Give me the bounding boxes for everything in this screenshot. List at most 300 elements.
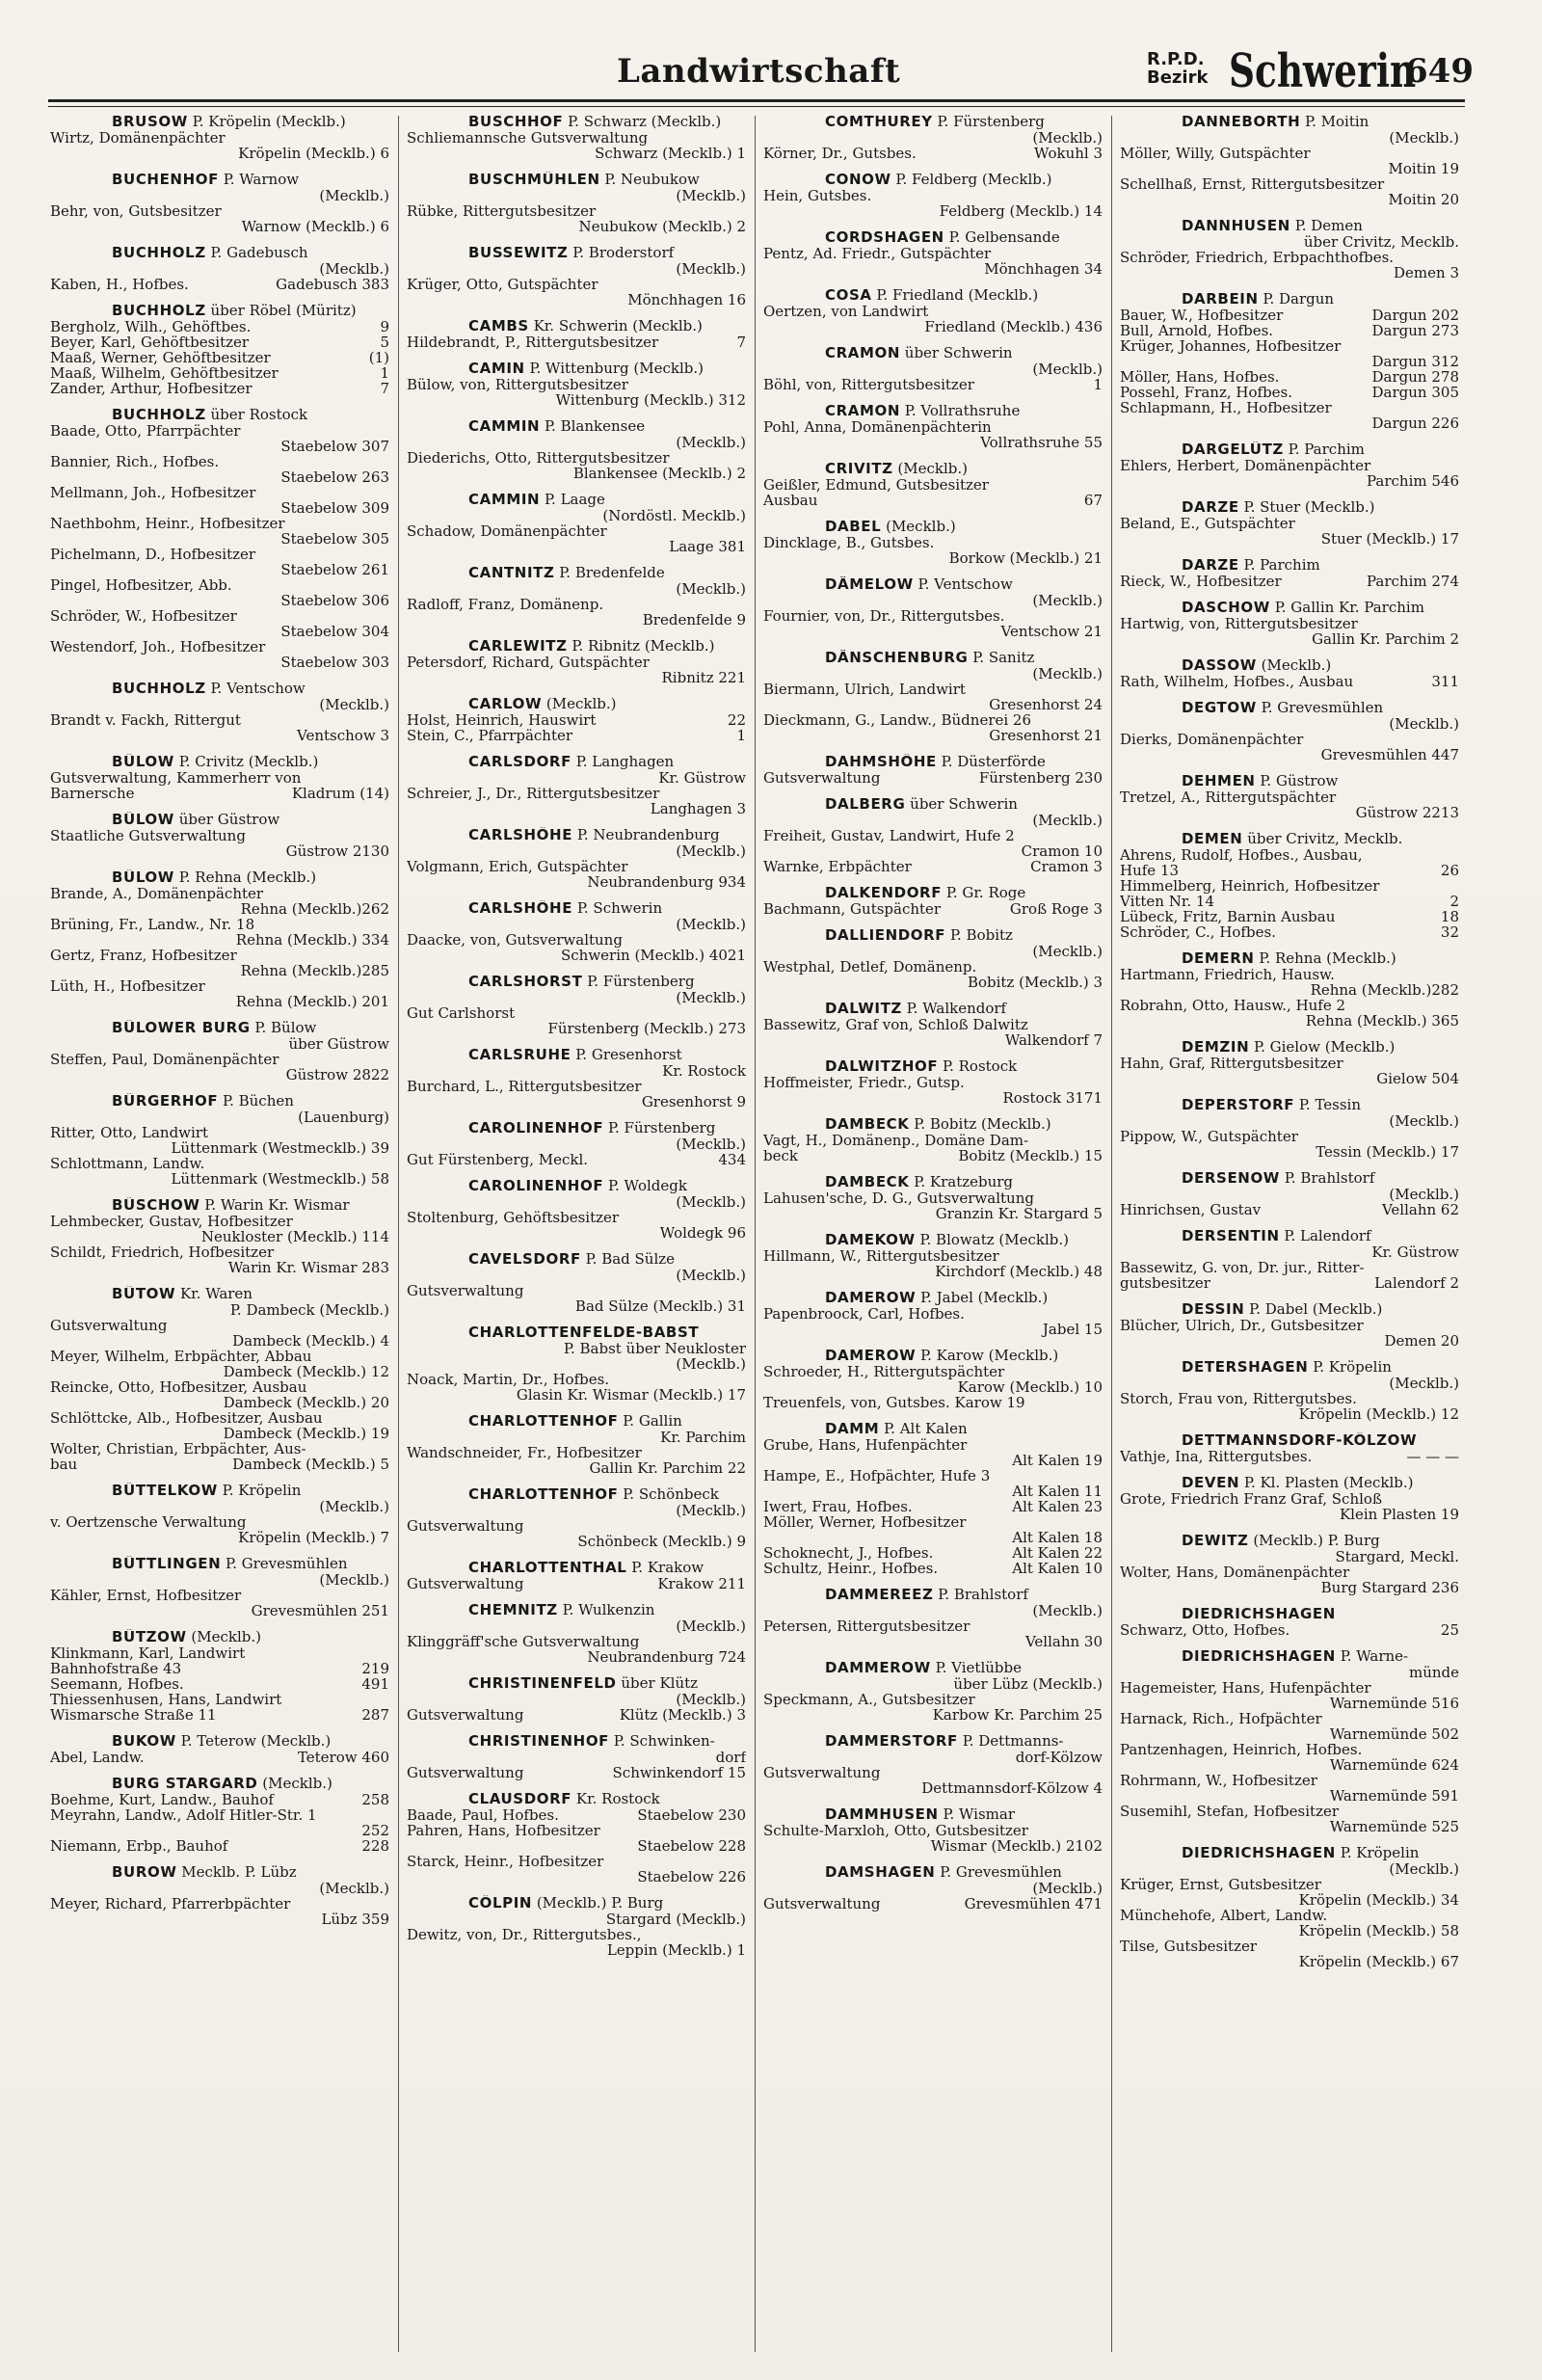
listing-name: Hinrichsen, Gustav [1120,1202,1262,1217]
place-name: CRIVITZ [825,461,893,477]
place-name: CAROLINENHOF [468,1120,604,1137]
place-name: CAMBS [468,318,529,334]
place-heading [763,403,1103,419]
place-postal-info: P. Tessin [1298,1097,1362,1113]
directory-entry [763,1001,1103,1048]
directory-entry [763,1348,1103,1410]
listing-phone: 67 [1083,493,1103,508]
listing-name-line: Gutsverwaltung [763,1765,881,1780]
place-heading [50,869,389,886]
place-name: BÜLOW [112,812,174,828]
listing-name-line: Petersen, Rittergutsbesitzer [763,1618,970,1634]
place-heading [763,1733,1103,1750]
listing-phone-line: Güstrow 2822 [285,1067,389,1083]
place-postal-info: über Röbel (Müritz) [210,303,357,319]
listing-name-line: Schellhaß, Ernst, Rittergutsbesitzer [1120,176,1385,192]
place-postal-info: P. Grevesmühlen [1261,700,1384,716]
listing-name-line: Kähler, Ernst, Hofbesitzer [50,1588,242,1603]
listing-name-line: Baade, Otto, Pfarrpächter [50,423,241,439]
place-postal-info: P. Friedland (Mecklb.) [876,287,1039,304]
listing-phone-line: Rehna (Mecklb.)262 [240,901,389,917]
place-name: BÜTOW [112,1286,176,1302]
place-heading [50,1483,389,1499]
listing-name-line: Hahn, Graf, Rittergutsbesitzer [1120,1056,1343,1071]
place-name: DAMSHAGEN [825,1864,936,1881]
place-postal-info: P. Gallin [623,1413,682,1430]
listing-phone-line: Mönchhagen 16 [627,292,746,308]
directory-entry [763,114,1103,161]
place-name: DANNHUSEN [1182,218,1290,234]
directory-entry [763,1806,1103,1854]
listing-name-line: Radloff, Franz, Domänenp. [407,597,604,612]
place-heading [1120,1475,1459,1491]
place-postal-info: P. Warne- [1340,1648,1409,1665]
place-heading [407,1895,746,1912]
listing-name-line: Starck, Heinr., Hofbesitzer [407,1854,604,1869]
place-postal-info: P. Moitin [1305,114,1369,130]
listing-line [763,493,1103,508]
place-postal-note: über Güstrow [288,1036,389,1052]
listing-phone: Dargun 305 [1371,385,1459,400]
listing-name: Gutsverwaltung [407,1707,524,1723]
place-postal-info: (Mecklb.) [897,461,969,477]
listing-name-line: Hartmann, Friedrich, Hausw. [1120,967,1335,982]
listing-name: gutsbesitzer [1120,1275,1210,1291]
listing-phone: Alt Kalen 10 [1012,1561,1103,1576]
place-postal-info: über Klütz [621,1675,699,1692]
place-postal-note: (Lauenburg) [298,1110,389,1125]
directory-entry [763,1116,1103,1163]
place-postal-note: (Mecklb.) [319,697,389,712]
listing-phone: Vellahn 62 [1381,1202,1459,1217]
listing-name-line: Treuenfels, von, Gutsbes. Karow 19 [763,1395,1025,1410]
directory-entry [50,245,389,292]
place-postal-info: (Mecklb.) P. Burg [1253,1533,1380,1549]
place-heading [50,407,389,423]
listing-name-line: Pahren, Hans, Hofbesitzer [407,1823,600,1838]
place-name: DESSIN [1182,1301,1245,1318]
listing-name: Lübeck, Fritz, Barnin Ausbau [1120,909,1336,924]
listing-name-line: Robrahn, Otto, Hausw., Hufe 2 [1120,998,1346,1013]
place-name: DEWITZ [1182,1533,1249,1549]
listing-name: beck [763,1148,798,1163]
place-heading [1120,1648,1459,1665]
place-postal-note: über Crivitz, Mecklb. [1303,234,1459,250]
place-name: BURG STARGARD [112,1776,258,1792]
place-name: BUKOW [112,1733,176,1750]
directory-entry [407,696,746,743]
place-postal-note: Stargard, Meckl. [1335,1549,1459,1564]
listing-phone-line: Friedland (Mecklb.) 436 [924,319,1103,334]
place-postal-note: Kr. Parchim [660,1430,746,1445]
place-name: BUCHENHOF [112,172,219,188]
place-postal-note: (Mecklb.) [1389,716,1459,732]
place-postal-note: dorf [715,1750,746,1765]
listing-name: Bull, Arnold, Hofbes. [1120,323,1274,338]
listing-name-line: Gutsverwaltung [50,1318,168,1333]
directory-entry [1120,1039,1459,1086]
place-postal-info: P. Lalendorf [1284,1228,1371,1244]
listing-phone-line: Warnemünde 591 [1329,1788,1459,1804]
place-postal-info: P. Wittenburg (Mecklb.) [529,361,705,377]
directory-entry [407,754,746,816]
place-heading [407,1602,746,1618]
directory-entry [763,1587,1103,1649]
place-heading [50,1556,389,1572]
directory-entry [407,1602,746,1665]
listing-line [50,1750,389,1765]
place-name: BÜLOW [112,869,174,886]
place-name: DAMEROW [825,1290,917,1306]
listing-phone: 2 [1449,894,1459,909]
listing-line [1120,574,1459,589]
place-name: DAMMHUSEN [825,1806,939,1823]
listing-line [407,728,746,743]
listing-line [1120,1275,1459,1291]
place-postal-note: dorf-Kölzow [1015,1750,1103,1765]
listing-name-line: Wirtz, Domänenpächter [50,130,226,146]
listing-name-line: Stoltenburg, Gehöftsbesitzer [407,1210,620,1225]
listing-name-line: Storch, Frau von, Rittergutsbes. [1120,1391,1357,1406]
listing-name-line: Tilse, Gutsbesitzer [1120,1939,1258,1954]
place-name: CAROLINENHOF [468,1178,604,1194]
place-postal-info: P. Gelbensande [948,229,1060,246]
place-postal-info: P. Bobitz (Mecklb.) [914,1116,1051,1133]
place-name: DARBEIN [1182,291,1259,308]
place-name: CHEMNITZ [468,1602,558,1618]
place-postal-info: P. Bülow [254,1020,317,1036]
listing-name-line: Krüger, Ernst, Gutsbesitzer [1120,1877,1321,1892]
directory-entry [50,1629,389,1723]
directory-entry [407,1251,746,1314]
place-postal-note: münde [1408,1665,1459,1680]
place-postal-note: (Mecklb.) [1389,130,1459,146]
place-postal-info: (Mecklb.) [1261,657,1332,674]
place-postal-note: Stargard (Mecklb.) [605,1912,746,1927]
listing-phone-line: Granzin Kr. Stargard 5 [935,1206,1103,1221]
listing-name-line: Dierks, Domänenpächter [1120,732,1304,747]
listing-name-line: Susemihl, Stefan, Hofbesitzer [1120,1804,1340,1819]
listing-phone-line: Dettmannsdorf-Kölzow 4 [921,1780,1103,1796]
listing-phone: Krakow 211 [657,1576,746,1591]
place-postal-note: (Mecklb.) [1032,361,1103,377]
directory-entry [407,1733,746,1780]
listing-line [407,1707,746,1723]
listing-phone-line: Moitin 20 [1388,192,1459,207]
listing-phone-line: Gallin Kr. Parchim 22 [589,1460,746,1476]
directory-entry [407,1413,746,1476]
listing-phone-line: Neubukow (Mecklb.) 2 [578,219,746,234]
directory-entry [50,1776,389,1854]
listing-line [1120,863,1459,878]
place-name: CRAMON [825,345,900,361]
listing-name-line: Möller, Willy, Gutspächter [1120,146,1311,161]
place-postal-info: P. Demen [1294,218,1363,234]
place-name: CHARLOTTENFELDE-BABST [468,1324,700,1341]
directory-entry [763,1733,1103,1796]
listing-phone: 25 [1440,1622,1459,1638]
directory-entry [763,403,1103,450]
place-postal-note: Kr. Rostock [662,1063,746,1079]
listing-name-line: Münchehofe, Albert, Landw. [1120,1908,1328,1923]
place-name: BUSSEWITZ [468,245,569,261]
place-heading [50,303,389,319]
place-postal-info: P. Bad Sülze [585,1251,676,1268]
directory-entry [407,1120,746,1167]
listing-phone: 258 [361,1792,389,1807]
listing-line [763,1499,1103,1514]
place-name: DIEDRICHSHAGEN [1182,1606,1336,1622]
place-heading [763,229,1103,246]
listing-name: Gutsverwaltung [763,1896,881,1912]
place-postal-info: über Schwerin [910,796,1018,813]
place-postal-info: über Rostock [210,407,308,423]
place-postal-info: Kr. Waren [179,1286,253,1302]
place-postal-info: P. Gr. Roge [945,885,1026,901]
place-postal-note: (Mecklb.) [1389,1113,1459,1129]
listing-name: Zander, Arthur, Hofbesitzer [50,381,253,396]
directory-entry [407,974,746,1036]
listing-name: Bachmann, Gutspächter [763,901,942,917]
place-name: CARLSHÖHE [468,827,573,843]
place-name: DARZE [1182,557,1239,574]
listing-phone-line: Bobitz (Mecklb.) 3 [967,975,1103,990]
place-name: DETERSHAGEN [1182,1359,1309,1376]
listing-phone-line: Demen 20 [1384,1333,1459,1349]
directory-columns [50,114,1459,2360]
place-heading [763,1348,1103,1364]
listing-line [1120,369,1459,385]
place-heading [1120,291,1459,308]
listing-phone-line: Jabel 15 [1042,1322,1103,1337]
place-heading [50,754,389,770]
listing-phone-line: Moitin 19 [1388,161,1459,176]
directory-entry [1120,950,1459,1029]
rpd-line-1: R.P.D. [1147,49,1205,69]
listing-phone-line: (Mecklb.) [676,1356,746,1372]
place-name: DALWITZ [825,1001,902,1017]
place-postal-info: P. Dettmanns- [962,1733,1064,1750]
listing-phone: Bobitz (Mecklb.) 15 [958,1148,1103,1163]
listing-phone-line: Walkendorf 7 [1004,1032,1103,1048]
place-postal-info: P. Walkendorf [906,1001,1007,1017]
place-postal-info: P. Gallin Kr. Parchim [1274,600,1424,616]
listing-name: Schröder, C., Hofbes. [1120,924,1276,940]
listing-name: Baade, Paul, Hofbes. [407,1807,559,1823]
place-postal-note: (Mecklb.) [676,261,746,277]
directory-entry [1120,291,1459,431]
listing-line [407,1765,746,1780]
listing-phone-line: Neukloster (Mecklb.) 114 [200,1229,389,1244]
place-heading [407,1251,746,1268]
page-number: 649 [1405,52,1474,91]
place-postal-info: P. Kratzeburg [914,1174,1014,1190]
place-postal-info: P. Schwerin [576,900,663,917]
listing-name-line: Bannier, Rich., Hofbes. [50,454,220,469]
listing-line [407,1576,746,1591]
place-postal-note: (Mecklb.) [1389,1861,1459,1877]
place-heading [763,114,1103,130]
listing-phone-line: Dargun 226 [1371,415,1459,431]
listing-line [407,1807,746,1823]
listing-phone-line: Leppin (Mecklb.) 1 [606,1942,746,1958]
listing-name-line: Himmelberg, Heinrich, Hofbesitzer [1120,878,1380,894]
listing-phone-line: Warnemünde 525 [1329,1819,1459,1834]
place-name: DEMERN [1182,950,1255,967]
listing-phone-line: Staebelow 307 [280,439,389,454]
listing-line [763,1561,1103,1576]
listing-name-line: Pingel, Hofbesitzer, Abb. [50,577,232,593]
place-heading [50,1197,389,1214]
place-postal-info: P. Fürstenberg [937,114,1045,130]
place-postal-info: P. Teterow (Mecklb.) [180,1733,332,1750]
place-postal-info: P. Grevesmühlen [226,1556,348,1572]
place-heading [407,1178,746,1194]
listing-name-line: Brüning, Fr., Landw., Nr. 18 [50,917,255,932]
listing-phone-line: Grevesmühlen 251 [251,1603,389,1618]
listing-phone: 32 [1440,924,1459,940]
listing-phone-line: Glasin Kr. Wismar (Mecklb.) 17 [516,1387,746,1403]
place-name: COMTHUREY [825,114,933,130]
directory-entry [1120,1301,1459,1349]
listing-name-line: Gut Carlshorst [407,1005,516,1021]
place-postal-info: (Mecklb.) [191,1629,262,1645]
place-heading [1120,950,1459,967]
place-name: CORDSHAGEN [825,229,944,246]
directory-entry [1120,1228,1459,1291]
listing-name: Abel, Landw. [50,1750,145,1765]
place-heading [763,345,1103,361]
listing-name: Stein, C., Pfarrpächter [407,728,573,743]
listing-phone: Schwinkendorf 15 [612,1765,746,1780]
place-heading [50,172,389,188]
place-postal-info: P. Krakow [631,1560,705,1576]
listing-line [50,1676,389,1692]
place-postal-info: P. Düsterförde [941,754,1046,770]
listing-name: Gutsverwaltung [407,1765,524,1780]
place-name: DARGELÜTZ [1182,441,1284,458]
listing-phone-line: Karbow Kr. Parchim 25 [932,1707,1103,1723]
directory-entry [763,1232,1103,1279]
place-postal-info: P. Rehna (Mecklb.) [1259,950,1396,967]
directory-entry [407,492,746,554]
column-4 [1120,114,1459,2360]
listing-name-line: Papenbroock, Carl, Hofbes. [763,1306,965,1322]
listing-phone-line: Neubrandenburg 724 [587,1649,746,1665]
listing-line [50,1807,389,1823]
place-name: DAMMERSTORF [825,1733,958,1750]
place-postal-note: (Mecklb.) [1032,813,1103,828]
directory-entry [407,900,746,963]
place-postal-info: P. Wismar [943,1806,1016,1823]
place-postal-info: P. Schwinken- [613,1733,715,1750]
place-postal-info: P. Woldegk [607,1178,687,1194]
listing-name-line: Westphal, Detlef, Domänenp. [763,959,977,975]
directory-entry [763,1864,1103,1912]
listing-phone-line: Ventschow 3 [297,728,389,743]
listing-name-line: Harnack, Rich., Hofpächter [1120,1711,1322,1726]
directory-entry [763,1660,1103,1723]
listing-phone-line: Parchim 546 [1366,473,1459,489]
listing-phone-line: Kröpelin (Mecklb.) 7 [238,1530,389,1545]
place-heading [407,1324,746,1341]
listing-phone-line: Rehna (Mecklb.) 334 [235,932,389,948]
listing-phone-line: Gresenhorst 21 [989,728,1103,743]
place-name: BÜTTLINGEN [112,1556,222,1572]
listing-name: Warnke, Erbpächter [763,859,912,874]
directory-entry [50,681,389,743]
listing-name-line: Bassewitz, Graf von, Schloß Dalwitz [763,1017,1028,1032]
listing-name-line: Klinkmann, Karl, Landwirt [50,1645,246,1661]
listing-line [407,712,746,728]
place-postal-note: Kr. Güstrow [1371,1244,1459,1260]
listing-phone-line: Staebelow 226 [637,1869,746,1885]
place-heading [407,974,746,990]
directory-entry [407,172,746,234]
place-heading [1120,1533,1459,1549]
listing-name-line: Ritter, Otto, Landwirt [50,1125,209,1140]
place-heading [763,885,1103,901]
place-postal-info: P. Dargun [1263,291,1335,308]
place-postal-info: P. Neubukow [604,172,700,188]
place-name: DALBERG [825,796,906,813]
place-heading [1120,557,1459,574]
place-postal-note: (Mecklb.) [676,1503,746,1518]
place-heading [50,1629,389,1645]
place-heading [763,1421,1103,1437]
listing-name: Ausbau [763,493,818,508]
listing-phone-line: Tessin (Mecklb.) 17 [1316,1144,1459,1160]
listing-phone-line: Schwarz (Mecklb.) 1 [595,146,746,161]
listing-line [50,1661,389,1676]
place-postal-note: (Mecklb.) [1032,666,1103,682]
listing-name-line: Brande, A., Domänenpächter [50,886,264,901]
listing-name: Rath, Wilhelm, Hofbes., Ausbau [1120,674,1354,689]
place-name: DAMBECK [825,1174,910,1190]
place-name: DALKENDORF [825,885,943,901]
place-postal-info: P. Gresenhorst [575,1047,682,1063]
listing-phone-line: Rehna (Mecklb.)282 [1310,982,1459,998]
place-heading [407,1486,746,1503]
listing-phone: Dargun 278 [1371,369,1459,385]
place-postal-info: P. Kröpelin [222,1483,302,1499]
listing-line [50,786,389,801]
listing-name-line: v. Oertzensche Verwaltung [50,1514,247,1530]
place-postal-info: über Güstrow [178,812,280,828]
listing-phone-line: Warnow (Mecklb.) 6 [241,219,389,234]
place-heading [1120,1432,1459,1449]
listing-phone: Parchim 274 [1366,574,1459,589]
listing-phone: 22 [727,712,746,728]
place-postal-note: Kr. Güstrow [658,770,746,786]
listing-line [407,1152,746,1167]
place-postal-note: (Mecklb.) [676,843,746,859]
directory-entry [763,172,1103,219]
place-postal-note: (Mecklb.) [1032,593,1103,608]
place-name: CHARLOTTENHOF [468,1486,619,1503]
listing-phone-line: Gresenhorst 9 [641,1094,746,1110]
listing-phone-line: Wittenburg (Mecklb.) 312 [555,392,746,408]
listing-name-line: Rübke, Rittergutsbesitzer [407,203,597,219]
place-name: BÜTZOW [112,1629,187,1645]
listing-phone-line: Staebelow 304 [280,624,389,639]
place-name: CANTNITZ [468,565,555,581]
listing-phone: Grevesmühlen 471 [964,1896,1103,1912]
place-name: CHARLOTTENTHAL [468,1560,627,1576]
directory-entry [50,1556,389,1618]
listing-phone-line: Dambeck (Mecklb.) 20 [223,1395,389,1410]
listing-phone-line: Warnemünde 502 [1329,1726,1459,1742]
